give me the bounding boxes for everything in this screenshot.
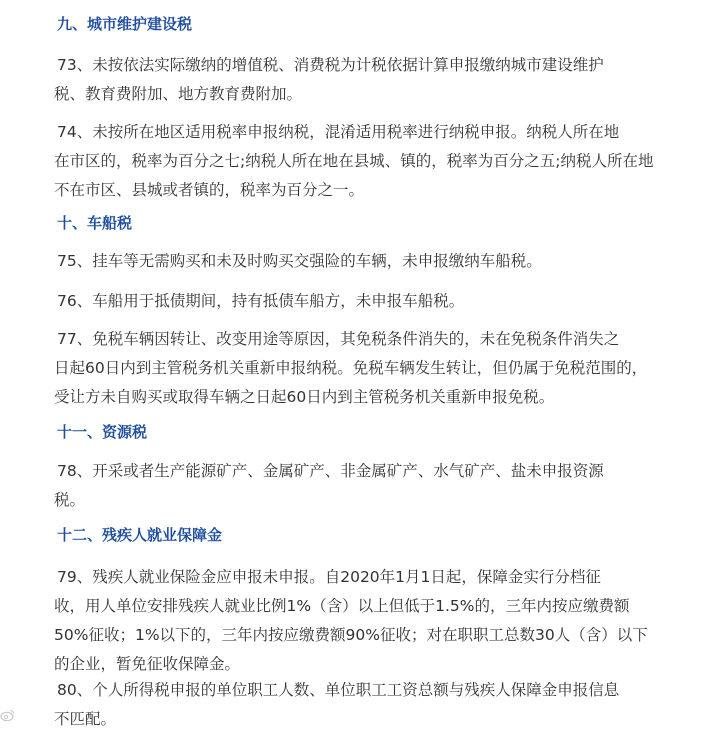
- paragraph-79: [54, 563, 697, 679]
- section-heading: 十一、资源税: [57, 423, 148, 441]
- paragraph-78: [54, 457, 697, 515]
- paragraph-line: 税、教育费附加、地方教育费附加。: [54, 85, 303, 103]
- paragraph-77: [54, 325, 697, 412]
- paragraph-80: [54, 676, 697, 734]
- section-heading: 十、车船税: [57, 214, 133, 232]
- paragraph-line: 在市区的，税率为百分之七;纳税人所在地在县城、镇的，税率为百分之五;纳税人所在地: [54, 152, 654, 170]
- paragraph-line: 77、免税车辆因转让、改变用途等原因，其免税条件消失的，未在免税条件消失之: [57, 330, 620, 348]
- paragraph-line: 50%征收；1%以下的，三年内按应缴费额90%征收；对在职职工总数30人（含）以下: [54, 626, 648, 644]
- paragraph-line: 受让方未自购买或取得车辆之日起60日内到主管税务机关重新申报免税。: [54, 388, 555, 406]
- paragraph-73: [54, 51, 697, 109]
- section-heading: 十二、残疾人就业保障金: [57, 526, 223, 544]
- paragraph-line: 日起60日内到主管税务机关重新申报纳税。免税车辆发生转让，但仍属于免税范围的，: [54, 359, 648, 377]
- paragraph-line: 78、开采或者生产能源矿产、金属矿产、非金属矿产、水气矿产、盐未申报资源: [57, 462, 604, 480]
- paragraph-line: 79、残疾人就业保险金应申报未申报。自2020年1月1日起，保障金实行分档征: [57, 568, 601, 586]
- watermark: [0, 704, 16, 726]
- paragraph-line: 的企业，暂免征收保障金。: [54, 655, 241, 673]
- paragraph-75: [57, 247, 697, 276]
- paragraph-line: 76、车船用于抵债期间，持有抵债车船方，未申报车船税。: [57, 292, 465, 310]
- paragraph-line: 税。: [54, 491, 86, 509]
- section-heading: 九、城市维护建设税: [57, 15, 193, 33]
- paragraph-line: 74、未按所在地区适用税率申报纳税，混淆适用税率进行纳税申报。纳税人所在地: [57, 123, 620, 141]
- paragraph-line: 收，用人单位安排残疾人就业比例1%（含）以上但低于1.5%的，三年内按应缴费额: [54, 597, 630, 615]
- paragraph-line: 不在市区、县城或者镇的，税率为百分之一。: [54, 181, 365, 199]
- paragraph-line: 73、未按依法实际缴纳的增值税、消费税为计税依据计算申报缴纳城市建设维护: [57, 56, 604, 74]
- paragraph-line: 不匹配。: [54, 710, 117, 728]
- paragraph-76: [57, 287, 697, 316]
- paragraph-line: 80、个人所得税申报的单位职工人数、单位职工工资总额与残疾人保障金申报信息: [57, 681, 620, 699]
- paragraph-74: [54, 118, 697, 205]
- weibo-watermark-icon: [0, 707, 16, 723]
- paragraph-line: 75、挂车等无需购买和未及时购买交强险的车辆，未申报缴纳车船税。: [57, 252, 542, 270]
